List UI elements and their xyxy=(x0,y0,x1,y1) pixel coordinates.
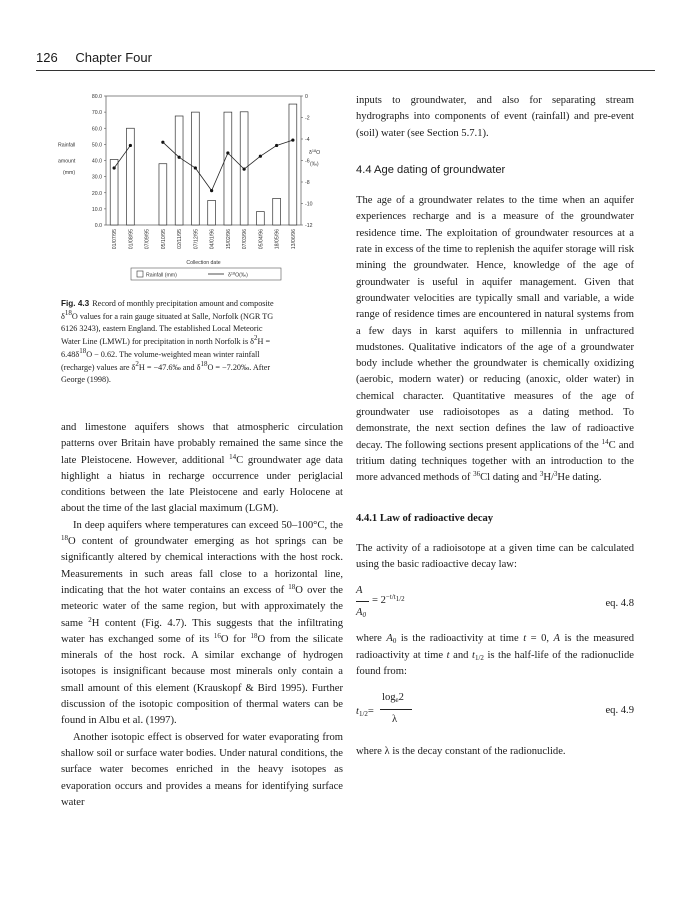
figure-caption xyxy=(61,298,344,387)
legend-d18o-label: $\delta^{18}O(‰)$ xyxy=(228,271,248,279)
y2-axis-label: $\delta^{18}O$ xyxy=(309,148,321,156)
caption-line-0: Record of monthly precipitation amount and composite xyxy=(92,299,274,308)
rainfall-bar xyxy=(273,198,281,225)
y-tick-label: 20.0 xyxy=(91,190,102,197)
y-tick-label: 60.0 xyxy=(91,126,102,133)
legend-rainfall-swatch xyxy=(137,271,143,277)
right-paragraph-4: where $A_0$ is the radioactivity at time t = 0, A is the measured radioactivity at time t and $t_{1/2}$ is the half-life of the radionuclide found from: xyxy=(356,633,635,678)
x-tick-label: 02/11/95 xyxy=(177,229,184,249)
figure-4-3-chart xyxy=(56,88,346,293)
right-paragraph-3: The activity of a radioisotope at a given time can be calculated using the basic radioactive decay law: xyxy=(356,542,634,571)
x-tick-label: 04/01/96 xyxy=(209,229,216,250)
chart-tick-labels xyxy=(92,94,313,249)
d18o-segment xyxy=(260,145,276,156)
rainfall-bar xyxy=(289,104,297,225)
rainfall-bar xyxy=(159,164,167,225)
y-axis-label-line1: Rainfall xyxy=(58,142,76,149)
caption-line-4: $6.48\delta^{18}O - 0.62$. The volume-weighted mean winter rainfall xyxy=(61,346,260,359)
y-tick-label: 80.0 xyxy=(91,94,102,100)
subsection-heading-4-4-1: 4.4.1 Law of radioactive decay xyxy=(356,512,494,524)
caption-line-5: (recharge) values are $\delta^2H$ = −47.6‰ and $\delta^{18}O$ = −7.20‰. After xyxy=(61,359,271,372)
y2-axis-label-unit: (‰) xyxy=(310,161,319,168)
d18o-line xyxy=(113,138,295,192)
d18o-point xyxy=(291,138,294,141)
right-paragraph-1: inputs to groundwater, and also for separating stream hydrographs into components of event (rainfall) and pre-event (soil) water (see Section 5.7.1). xyxy=(356,95,634,139)
caption-line-1: $\delta^{18}O$ values for a rain gauge situated at Salle, Norfolk (NGR TG xyxy=(61,308,274,321)
y2-tick-label: -2 xyxy=(305,115,310,122)
x-tick-label: 15/02/96 xyxy=(225,229,232,250)
y2-tick-label: -8 xyxy=(305,180,310,186)
y2-tick-label: -12 xyxy=(305,223,313,229)
equation-4-9-label: eq. 4.9 xyxy=(605,705,634,717)
caption-line-2: 6126 3243), eastern England. The established Local Meteoric xyxy=(61,324,263,334)
y2-axis-label-o: O xyxy=(316,149,321,156)
x-tick-label: 05/10/95 xyxy=(160,229,167,250)
right-column xyxy=(356,93,634,761)
x-tick-label: 18/05/96 xyxy=(274,229,281,250)
y2-tick-label: -6 xyxy=(305,158,310,165)
y-tick-label: 0.0 xyxy=(94,223,102,229)
chapter-title: Chapter Four xyxy=(75,50,152,65)
rainfall-bar xyxy=(126,128,134,225)
legend-rainfall-label: Rainfall (mm) xyxy=(146,272,177,279)
x-tick-label: 01/08/95 xyxy=(128,229,135,250)
chart-legend xyxy=(131,268,281,280)
left-paragraph-3: Another isotopic effect is observed for water evaporating from shallow soil or surface water bodies. Under natural conditions, the surface water becomes enriched in the heavy isotopes as evaporation occurs and provides a means for identifying surface water xyxy=(61,731,343,808)
y2-tick-label: 0 xyxy=(305,94,308,100)
left-paragraph-2: In deep aquifers where temperatures can exceed 50–100°C, the $^{18}$O content of groundwater emerging as hot springs can be significantly altered by chemical interactions with the host rock. Measurements in such areas fall close to a horizontal line, indicating that the hot water contains an excess of $^{18}$O over the meteoric water of the same region, but with approximately the same $^2$H content (Fig. 4.7). This suggests that the infiltrating water has exchanged some of its $^{16}$O for $^{18}$O from the silicate minerals of the host rock. A similar exchange of hydrogen isotopes is insignificant because most minerals only contain a small amount of this element (Krauskopf & Bird 1995). Further discussion of the isotopic composition of thermal waters can be found in Albu et al. (1997). xyxy=(61,519,343,727)
y-axis-label-line3: (mm) xyxy=(63,169,76,176)
equation-4-8: A $A_0$ = $2^{-t/t_{1/2}}$ eq. 4.8 xyxy=(356,585,634,620)
right-paragraph-5: where λ is the decay constant of the radionuclide. xyxy=(356,746,566,758)
d18o-point xyxy=(210,189,213,192)
x-tick-label: 07/03/96 xyxy=(242,229,249,250)
y-tick-label: 30.0 xyxy=(91,174,102,181)
section-heading-4-4: 4.4 Age dating of groundwater xyxy=(356,163,506,176)
rainfall-bar xyxy=(224,112,232,225)
y-tick-label: 10.0 xyxy=(91,206,102,213)
y2-axis-label-sup: 18 xyxy=(311,148,317,153)
header-rule xyxy=(36,70,655,71)
equation-4-8-label: eq. 4.8 xyxy=(605,598,634,610)
y2-tick-label: -10 xyxy=(305,201,313,208)
legend-d18o-tail: O(‰) xyxy=(235,272,248,279)
plot-frame xyxy=(106,96,301,225)
rainfall-bars xyxy=(110,104,297,225)
x-tick-label: 07/12/95 xyxy=(193,229,200,250)
page-number: 126 xyxy=(36,50,58,65)
x-tick-label: 07/09/95 xyxy=(144,229,151,250)
left-column xyxy=(61,420,343,811)
left-paragraph-1: and limestone aquifers shows that atmospheric circulation patterns over Britain have probably remained the same since the late Pleistocene. However, additional $^{14}$C groundwater age data highlight a hiatus in recharge occurrence under periglacial conditions between the late Pleistocene and early Holocene at about the time of the last glacial maximum (LGM). xyxy=(61,422,343,515)
x-axis-label: Collection date xyxy=(186,260,221,266)
x-tick-label: 13/06/96 xyxy=(290,229,297,250)
caption-line-3: Water Line (LMWL) for precipitation in north Norfolk is $\delta^2H$ = xyxy=(61,334,271,347)
y-tick-label: 40.0 xyxy=(91,158,102,165)
running-head xyxy=(36,50,656,65)
caption-line-6: George (1998). xyxy=(61,375,111,385)
equation-4-9: $t_{1/2}=$ $\log_e2$ λ eq. 4.9 xyxy=(356,692,634,726)
rainfall-bar xyxy=(256,212,264,225)
x-tick-label: 05/04/96 xyxy=(258,229,265,250)
legend-d18o-sup: 18 xyxy=(230,271,236,276)
y-tick-label: 50.0 xyxy=(91,142,102,149)
y-axis-label-line2: amount xyxy=(58,158,76,165)
y-tick-label: 70.0 xyxy=(91,110,102,117)
rainfall-bar xyxy=(208,200,216,225)
y2-tick-label: -4 xyxy=(305,137,310,143)
x-tick-label: 01/07/95 xyxy=(112,229,119,250)
right-paragraph-2: The age of a groundwater relates to the time when an aquifer experiences recharge and is a measure of the groundwater residence time. The exploitation of groundwater resources at a rate in excess of the time to replenish the aquifer storage will risk mining the groundwater. Hence, knowledge of the age of groundwater is useful in aquifer management. Given that groundwater velocities are typically small and variable, a wide range of residence times are encountered in natural systems from a few days in karst aquifers to millennia in unfractured mudstones. Qualitative indicators of the age of a groundwater body include whether the groundwater is chemically oxidizing (aerobic, modern water) or reducing (anoxic, older water) in chemical character. Quantitative measures of the age of groundwater use radioisotopes as a dating method. To demonstrate, the next section defines the law of radioactive decay. The following sections present applications of the $^{14}$C and tritium dating techniques together with an introduction to the more advanced methods of $^{36}$Cl dating and $^3$H/$^3$He dating. xyxy=(356,195,634,484)
rainfall-bar xyxy=(175,116,183,225)
d18o-point xyxy=(129,144,132,147)
caption-label: Fig. 4.3 xyxy=(61,299,90,308)
